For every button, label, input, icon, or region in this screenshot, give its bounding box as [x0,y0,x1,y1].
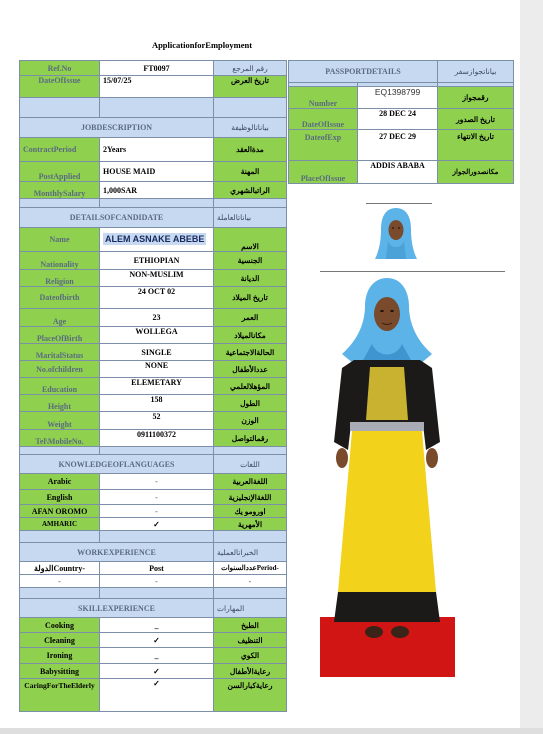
language-english-label: English [20,490,100,505]
language-amharic-label-ar: الأمهرية [214,518,287,531]
contract-period-value: 2Years [100,138,214,162]
skill-cooking-value: _ [100,618,214,633]
language-arabic-label: Arabic [20,474,100,490]
religion-label-ar: الديانة [214,270,287,287]
work-post-value: - [100,575,214,588]
candidate-section-header: DETAILSOFCANDIDATE [20,208,214,228]
children-label: No.ofchildren [20,361,100,378]
education-label-ar: المؤهلالعلمي [214,378,287,395]
skill-babysitting-value: ✓ [100,664,214,679]
mobile-label: Tel\MobileNo. [20,430,100,447]
language-arabic-value: - [100,474,214,490]
language-oromo-label-ar: اورومو يك [214,505,287,518]
skill-ironing-label-ar: الكوي [214,648,287,664]
ref-label-ar: رقم المرجع [214,61,287,76]
religion-value: NON-MUSLIM [100,270,214,287]
issue-date-label-ar: تاريخ العرض [214,76,287,98]
weight-label-ar: الوزن [214,412,287,430]
work-period-header: عددالسنواتPeriod- [214,562,287,575]
skill-cleaning-label: Cleaning [20,633,100,648]
marital-status-label-ar: الحالةالاجتماعية [214,344,287,361]
height-label: Height [20,395,100,412]
ref-label: Ref.No [20,61,100,76]
skill-cooking-label-ar: الطبخ [214,618,287,633]
weight-value: 52 [100,412,214,430]
place-of-birth-label: PlaceOfBirth [20,327,100,344]
language-arabic-label-ar: اللغةالعربية [214,474,287,490]
passport-photo [372,205,420,259]
nationality-label: Nationality [20,252,100,270]
language-amharic-label: AMHARIC [20,518,100,531]
name-cell [100,228,214,252]
dob-label: Dateofbirth [20,287,100,309]
skills-section-header-ar: المهارات [214,599,287,618]
monthly-salary-value: 1,000SAR [100,182,214,199]
skill-ironing-label: Ironing [20,648,100,664]
passport-place-label: PlaceOfIssue [289,161,358,184]
job-section-header-ar: بياناتالوظيفة [214,118,287,138]
languages-section-header-ar: اللغات [214,455,287,474]
work-country-header: الدولةCountry- [20,562,100,575]
passport-issue-label-ar: تاريخ الصدور [438,109,514,130]
skill-elderly-label: CaringForTheElderly [20,679,100,712]
issue-date-value: 15/07/25 [100,76,214,98]
ref-value: FT0097 [100,61,214,76]
name-value: ALEM ASNAKE ABEBE [105,234,205,244]
name-label-ar: الاسم [214,228,287,252]
post-applied-label-ar: المهنة [214,162,287,182]
place-of-birth-label-ar: مكانالميلاد [214,327,287,344]
passport-number-label: Number [289,87,358,109]
nationality-label-ar: الجنسية [214,252,287,270]
name-label: Name [20,228,100,252]
marital-status-value: SINGLE [100,344,214,361]
work-country-value: - [20,575,100,588]
photo-top-rule [366,203,432,204]
language-english-label-ar: اللغةالإنجليزية [214,490,287,505]
contract-period-label: ContractPeriod [20,138,100,162]
skill-ironing-value: _ [100,648,214,664]
candidate-section-header-ar: بياناتالعاملة [214,208,287,228]
language-oromo-label: AFAN OROMO [20,505,100,518]
nationality-value: ETHIOPIAN [100,252,214,270]
passport-expiry-label: DateofExp [289,130,358,161]
document-title: ApplicationforEmployment [151,40,253,50]
age-label: Age [20,309,100,327]
height-label-ar: الطول [214,395,287,412]
work-post-header: Post [100,562,214,575]
post-applied-label: PostApplied [20,162,100,182]
language-amharic-value: ✓ [100,518,214,531]
page-bottom-edge [0,728,543,734]
post-applied-value: HOUSE MAID [100,162,214,182]
weight-label: Weight [20,412,100,430]
age-value: 23 [100,309,214,327]
monthly-salary-label-ar: الراتبالشهري [214,182,287,199]
passport-details-table [288,60,514,184]
passport-number-label-ar: رقمجواز [438,87,514,109]
skill-cooking-label: Cooking [20,618,100,633]
skill-elderly-label-ar: رعايةكبارالسن [214,679,287,712]
children-value: NONE [100,361,214,378]
education-label: Education [20,378,100,395]
contract-period-label-ar: مدةالعقد [214,138,287,162]
skill-cleaning-value: ✓ [100,633,214,648]
skill-babysitting-label: Babysitting [20,664,100,679]
passport-section-header-ar: بياناتجوازسفر [438,61,514,83]
marital-status-label: MaritalStatus [20,344,100,361]
children-label-ar: عددالأطفال [214,361,287,378]
passport-number-value: EQ1398799 [358,87,438,109]
religion-label: Religion [20,270,100,287]
age-label-ar: العمر [214,309,287,327]
skill-elderly-value: ✓ [100,679,214,712]
monthly-salary-label: MonthlySalary [20,182,100,199]
skills-section-header: SKILLEXPERIENCE [20,599,214,618]
skill-cleaning-label-ar: التنظيف [214,633,287,648]
mobile-value: 0911100372 [100,430,214,447]
passport-section-header: PASSPORTDETAILS [289,61,438,83]
languages-section-header: KNOWLEDGEOFLANGUAGES [20,455,214,474]
work-period-value: - [214,575,287,588]
passport-issue-value: 28 DEC 24 [358,109,438,130]
full-body-photo [320,272,455,677]
job-section-header: JOBDESCRIPTION [20,118,214,138]
passport-expiry-value: 27 DEC 29 [358,130,438,161]
dob-label-ar: تاريخ الميلاد [214,287,287,309]
language-english-value: - [100,490,214,505]
dob-value: 24 OCT 02 [100,287,214,309]
work-section-header-ar: الخبراتالعملية [214,543,287,562]
language-oromo-value: - [100,505,214,518]
passport-place-value: ADDIS ABABA [358,161,438,184]
application-form-table [19,60,287,712]
work-section-header: WORKEXPERIENCE [20,543,214,562]
place-of-birth-value: WOLLEGA [100,327,214,344]
skill-babysitting-label-ar: رعايةالأطفال [214,664,287,679]
education-value: ELEMETARY [100,378,214,395]
passport-expiry-label-ar: تاريخ الانتهاء [438,130,514,161]
height-value: 158 [100,395,214,412]
passport-place-label-ar: مكانصدورالجواز [438,161,514,184]
scrollbar-track[interactable] [520,0,543,734]
passport-issue-label: DateOfIssue [289,109,358,130]
mobile-label-ar: رقمالتواصل [214,430,287,447]
issue-date-label: DateOfIssue [20,76,100,98]
